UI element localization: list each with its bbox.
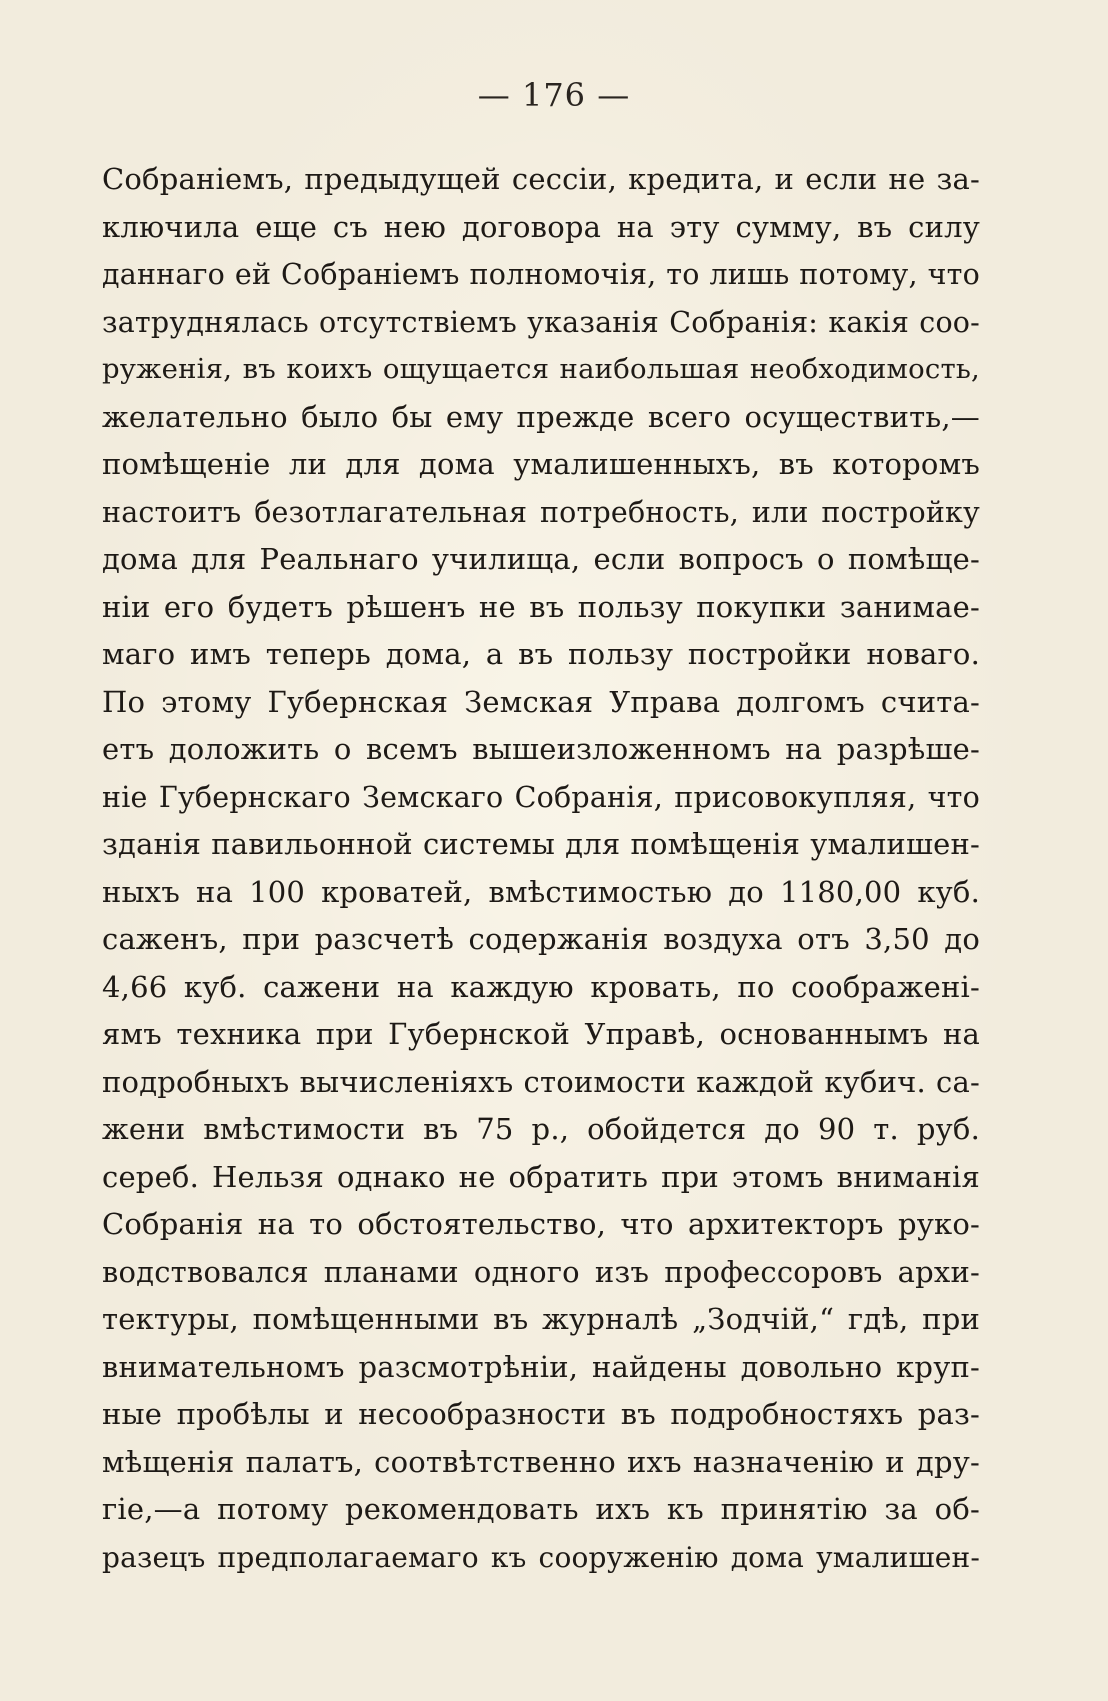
text-line: гіе,—а потому рекомендовать ихъ къ принятію за об-	[102, 1492, 980, 1526]
text-line: етъ доложить о всемъ вышеизложенномъ на разрѣше-	[102, 732, 980, 766]
text-line: Собраніемъ, предыдущей сессіи, кредита, и если не за-	[102, 162, 980, 196]
text-line: тектуры, помѣщенными въ журналѣ „Зодчій,“ гдѣ, при	[102, 1302, 980, 1336]
text-line: желательно было бы ему прежде всего осуществить,—	[102, 399, 980, 434]
text-line: подробныхъ вычисленіяхъ стоимости каждой кубич. са-	[102, 1064, 980, 1099]
text-line: По этому Губернская Земская Управа долгомъ счита-	[102, 684, 980, 719]
text-line: маго имъ теперь дома, а въ пользу постройки новаго.	[102, 637, 980, 671]
text-line: ніи его будетъ рѣшенъ не въ пользу покупки занимае-	[102, 589, 980, 624]
text-line: саженъ, при разсчетѣ содержанія воздуха отъ 3,50 до	[102, 922, 980, 956]
text-line: 4,66 куб. сажени на каждую кровать, по соображені-	[102, 969, 980, 1004]
text-line: мѣщенія палатъ, соотвѣтственно ихъ назначенію и дру-	[102, 1444, 980, 1479]
text-line: ныхъ на 100 кроватей, вмѣстимостью до 1180,00 куб.	[102, 874, 980, 909]
text-line: настоитъ безотлагательная потребность, или постройку	[102, 495, 980, 529]
text-line: ніе Губернскаго Земскаго Собранія, присовокупляя, что	[102, 780, 980, 814]
text-line: разецъ предполагаемаго къ сооруженію дома умалишен-	[102, 1540, 980, 1574]
text-line: дома для Реальнаго училища, если вопросъ о помѣще-	[102, 542, 980, 576]
text-line: водствовался планами одного изъ профессоровъ архи-	[102, 1254, 980, 1289]
text-line: руженія, въ коихъ ощущается наибольшая необходимость,	[102, 353, 980, 385]
text-line: даннаго ей Собраніемъ полномочія, то лишь потому, что	[102, 258, 980, 291]
text-line: сереб. Нельзя однако не обратить при этомъ вниманія	[102, 1159, 980, 1194]
text-line: ямъ техника при Губернской Управѣ, основаннымъ на	[102, 1017, 980, 1051]
text-line: жени вмѣстимости въ 75 р., обойдется до 90 т. руб.	[102, 1112, 980, 1146]
text-line: ные пробѣлы и несообразности въ подробностяхъ раз-	[102, 1397, 980, 1431]
text-line: помѣщеніе ли для дома умалишенныхъ, въ которомъ	[102, 447, 980, 481]
text-line: зданія павильонной системы для помѣщенія умалишен-	[102, 827, 980, 861]
text-line: внимательномъ разсмотрѣніи, найдены довольно круп-	[102, 1349, 980, 1384]
page-number: — 176 —	[477, 76, 631, 114]
text-line: ключила еще съ нею договора на эту сумму, въ силу	[102, 209, 980, 244]
body-text	[102, 156, 980, 1581]
text-line: затруднялась отсутствіемъ указанія Собранія: какія соо-	[102, 305, 980, 339]
text-line: Собранія на то обстоятельство, что архитекторъ руко-	[102, 1207, 980, 1241]
